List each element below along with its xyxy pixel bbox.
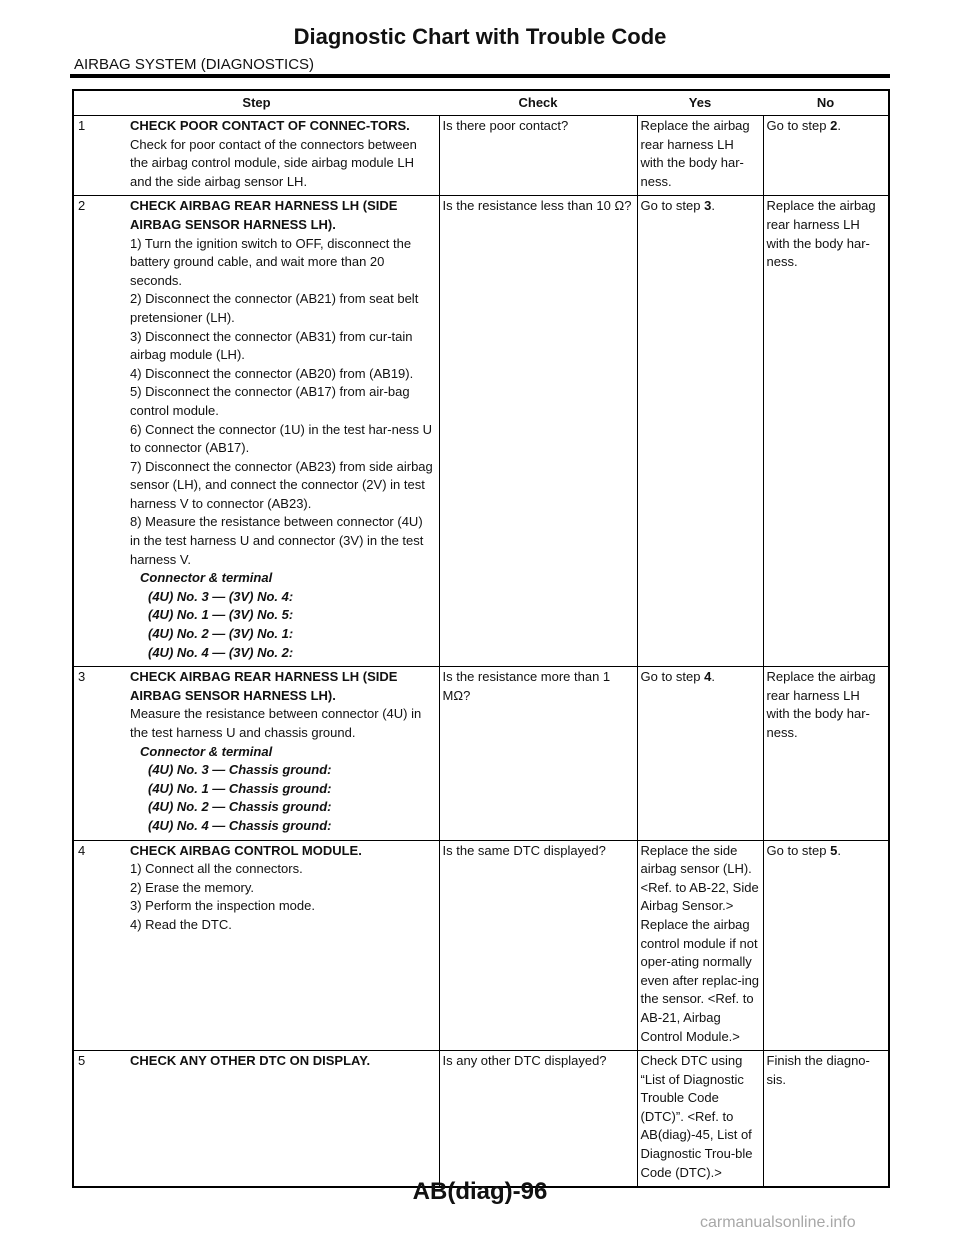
check-cell: Is the same DTC displayed?	[439, 840, 637, 1051]
step-instruction: 5) Disconnect the connector (AB17) from air-bag control module.	[130, 384, 410, 418]
header-rule	[70, 74, 890, 78]
yes-text: Go to step	[640, 198, 705, 214]
step-instruction: 4) Read the DTC.	[130, 916, 232, 932]
no-cell	[763, 116, 889, 196]
yes-cell: Replace the side airbag sensor (LH). <Ref. to AB-22, Side Airbag Sensor.> Replace the airbag control module if not oper-ating normally even after replac-ing the sensor. <Ref. to AB-21, Airbag Control Module.>	[637, 840, 763, 1051]
connector-terminal-title: Connector & terminal	[140, 570, 273, 586]
step-instruction: 3) Perform the inspection mode.	[130, 898, 315, 914]
step-title: CHECK ANY OTHER DTC ON DISPLAY.	[130, 1053, 371, 1069]
connector-terminal-item: (4U) No. 4 — Chassis ground:	[148, 817, 332, 833]
step-number: 3	[73, 667, 127, 840]
step-title: CHECK AIRBAG REAR HARNESS LH (SIDE AIRBAG SENSOR HARNESS LH).	[130, 198, 398, 232]
no-text: Go to step	[766, 118, 831, 133]
section-title: AIRBAG SYSTEM (DIAGNOSTICS)	[74, 56, 315, 73]
column-header-step: Step	[73, 90, 439, 116]
step-number: 4	[73, 840, 127, 1051]
yes-suffix: .	[711, 669, 715, 685]
step-number: 1	[73, 116, 127, 196]
step-instruction: 8) Measure the resistance between connector (4U) in the test harness U and connector (3V) in the test harness V.	[130, 514, 424, 567]
connector-terminal-item: (4U) No. 1 — (3V) No. 5:	[148, 607, 294, 623]
no-suffix: .	[837, 118, 841, 133]
no-cell: Replace the airbag rear harness LH with the body har-ness.	[763, 667, 889, 840]
column-header-no: No	[763, 90, 889, 116]
step-cell	[127, 196, 439, 667]
yes-cell: Check DTC using “List of Diagnostic Trouble Code (DTC)”. <Ref. to AB(diag)-45, List of Diagnostic Trou-ble Code (DTC).>	[637, 1051, 763, 1188]
step-instruction: 7) Disconnect the connector (AB23) from side airbag sensor (LH), and connect the connector (2V) in test harness V to connector (AB23).	[130, 458, 433, 511]
step-instruction: 6) Connect the connector (1U) in the test har-ness U to connector (AB17).	[130, 421, 433, 456]
table-row	[73, 1051, 889, 1188]
watermark: carmanualsonline.info	[700, 1214, 856, 1231]
step-cell	[127, 116, 439, 196]
step-cell	[127, 1051, 439, 1188]
step-cell	[127, 667, 439, 840]
no-cell	[763, 840, 889, 1051]
table-row	[73, 196, 889, 667]
step-title: CHECK AIRBAG REAR HARNESS LH (SIDE AIRBAG SENSOR HARNESS LH).	[130, 669, 398, 703]
column-header-check: Check	[439, 90, 637, 116]
no-text: Go to step	[766, 842, 831, 858]
step-reference: 2	[830, 118, 838, 133]
connector-terminal-item: (4U) No. 1 — Chassis ground:	[148, 780, 332, 796]
step-instruction: 1) Turn the ignition switch to OFF, disconnect the battery ground cable, and wait more than 20 seconds.	[130, 235, 412, 288]
table-row	[73, 840, 889, 1051]
connector-terminal-item: (4U) No. 3 — (3V) No. 4:	[148, 588, 294, 604]
step-reference: 5	[830, 842, 838, 858]
check-cell: Is the resistance more than 1 MΩ?	[439, 667, 637, 840]
step-title: CHECK AIRBAG CONTROL MODULE.	[130, 842, 362, 858]
step-reference: 3	[704, 198, 712, 214]
step-instruction: 1) Connect all the connectors.	[130, 861, 303, 877]
yes-suffix: .	[711, 198, 715, 214]
step-number: 5	[73, 1051, 127, 1188]
connector-terminal-item: (4U) No. 2 — Chassis ground:	[148, 799, 332, 815]
step-text: Check for poor contact of the connectors between the airbag control module, side airbag module LH and the side airbag sensor LH.	[130, 136, 417, 189]
check-cell: Is any other DTC displayed?	[439, 1051, 637, 1188]
diagnostic-table	[72, 89, 890, 1188]
step-title: CHECK POOR CONTACT OF CONNEC-TORS.	[130, 118, 410, 133]
step-instruction: 2) Erase the memory.	[130, 879, 255, 895]
yes-cell: Replace the airbag rear harness LH with the body har-ness.	[637, 116, 763, 196]
connector-terminal-item: (4U) No. 3 — Chassis ground:	[148, 762, 332, 778]
page-number: AB(diag)-96	[412, 1178, 548, 1205]
check-cell: Is there poor contact?	[439, 116, 637, 196]
connector-terminal-item: (4U) No. 4 — (3V) No. 2:	[148, 644, 294, 660]
page-title: Diagnostic Chart with Trouble Code	[293, 24, 667, 49]
yes-text: Go to step	[640, 669, 705, 685]
check-cell: Is the resistance less than 10 Ω?	[439, 196, 637, 667]
step-instruction: 4) Disconnect the connector (AB20) from (AB19).	[130, 365, 414, 381]
yes-cell	[637, 667, 763, 840]
connector-terminal-title: Connector & terminal	[140, 743, 273, 759]
step-instruction: Measure the resistance between connector (4U) in the test harness U and chassis ground.	[130, 706, 422, 740]
no-cell: Finish the diagno-sis.	[763, 1051, 889, 1188]
column-header-yes: Yes	[637, 90, 763, 116]
no-suffix: .	[837, 842, 841, 858]
step-instruction: 3) Disconnect the connector (AB31) from cur-tain airbag module (LH).	[130, 328, 413, 363]
step-instruction: 2) Disconnect the connector (AB21) from seat belt pretensioner (LH).	[130, 291, 419, 325]
yes-cell	[637, 196, 763, 667]
step-number: 2	[73, 196, 127, 667]
table-header-row	[73, 90, 889, 116]
connector-terminal-item: (4U) No. 2 — (3V) No. 1:	[148, 626, 294, 642]
table-row	[73, 667, 889, 840]
step-reference: 4	[704, 669, 712, 685]
no-cell: Replace the airbag rear harness LH with the body har-ness.	[763, 196, 889, 667]
table-row	[73, 116, 889, 196]
step-cell	[127, 840, 439, 1051]
